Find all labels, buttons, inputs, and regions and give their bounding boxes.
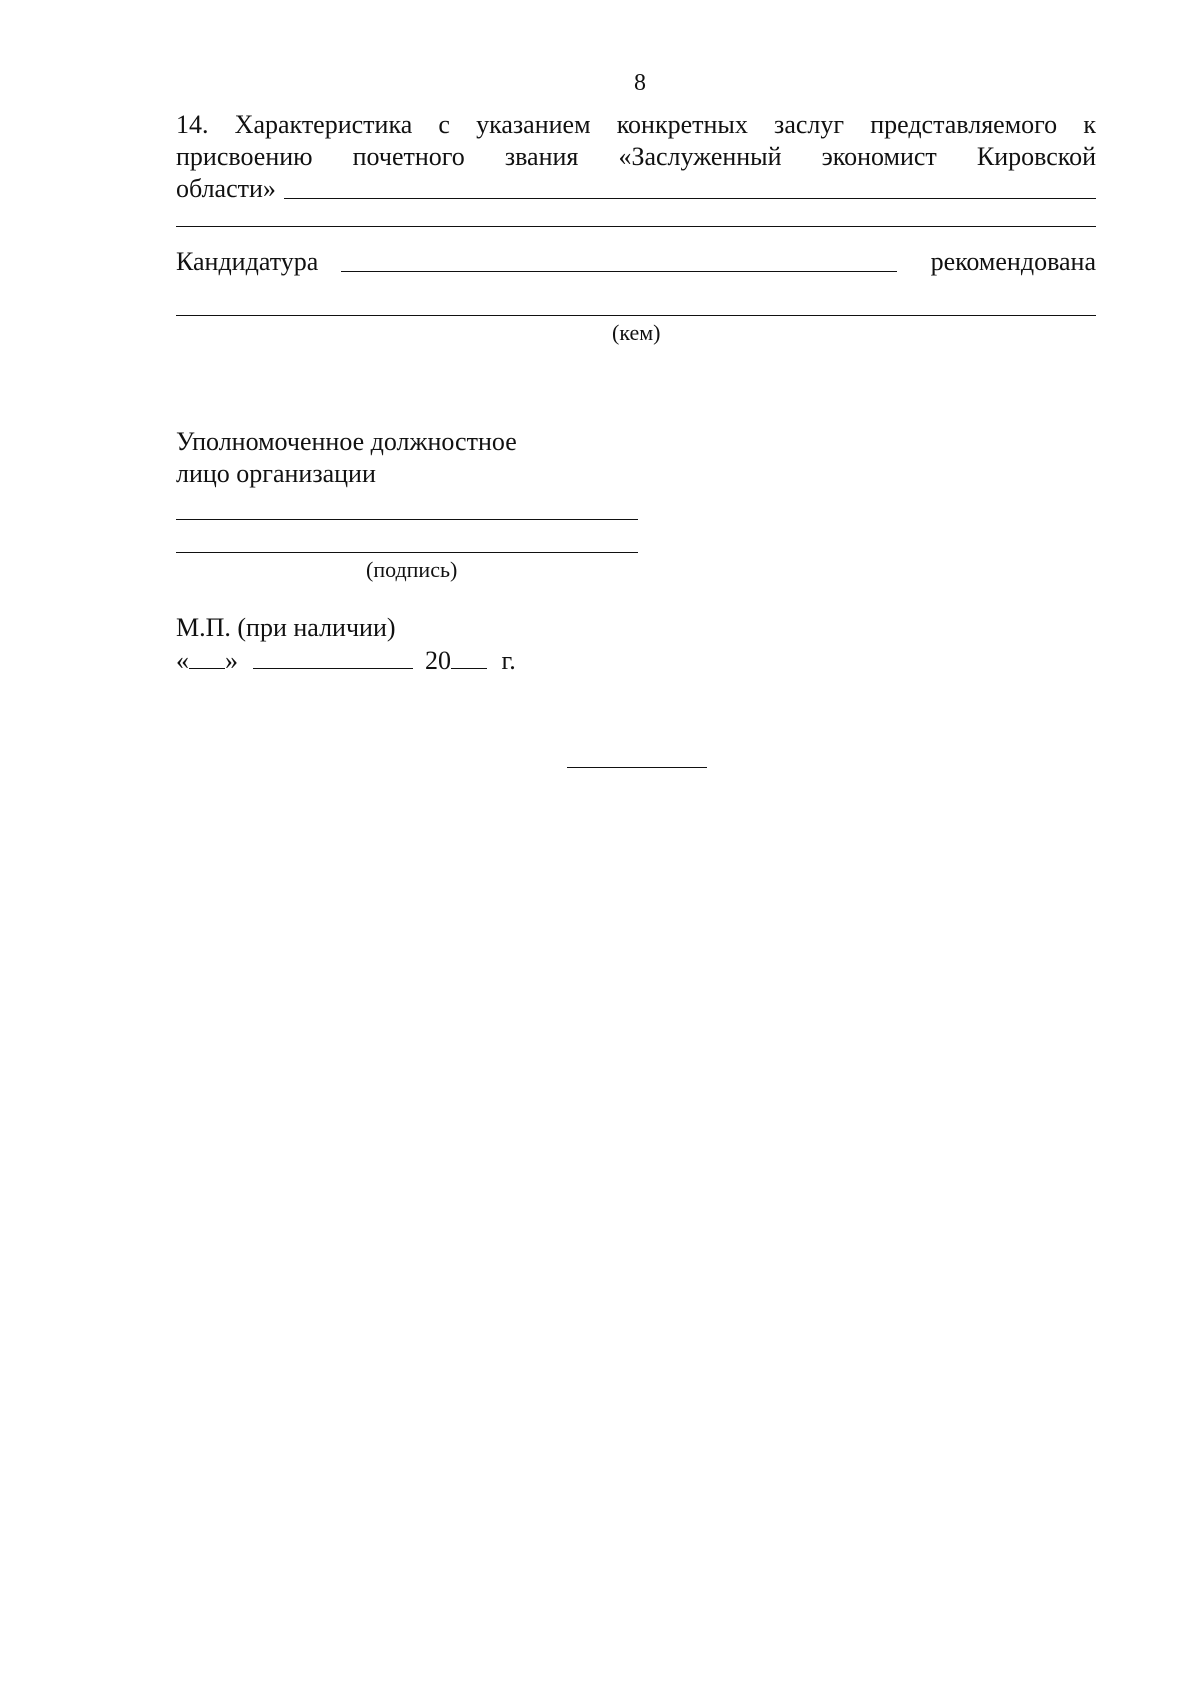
item-14-line-3-text: области» [176, 174, 276, 203]
page-number: 8 [634, 70, 646, 96]
candidate-name-blank[interactable] [341, 271, 897, 272]
end-of-document-rule [567, 767, 707, 768]
day-blank[interactable] [189, 644, 225, 669]
month-blank[interactable] [253, 644, 413, 669]
year-suffix: г. [501, 646, 516, 675]
recommended-by-blank-line[interactable] [176, 315, 1096, 316]
year-prefix: 20 [425, 646, 451, 675]
signature-caption: (подпись) [366, 557, 458, 582]
official-line-1: Уполномоченное должностное [176, 427, 517, 456]
item-14-paragraph [176, 109, 1096, 205]
quote-open: « [176, 646, 189, 675]
item-14-line-2: присвоению почетного звания «Заслуженный экономист Кировской [176, 142, 1096, 171]
item-14-line-3 [176, 173, 1096, 205]
candidate-label: Кандидатура [176, 247, 319, 276]
by-whom-caption: (кем) [612, 320, 661, 345]
official-block [176, 426, 676, 490]
date-row [176, 644, 676, 677]
quote-close: » [225, 646, 238, 675]
stamp-block [176, 612, 676, 677]
signature-blank-line[interactable] [176, 552, 638, 553]
official-name-blank-line[interactable] [176, 519, 638, 520]
item-14-line-1: 14. Характеристика с указанием конкретных заслуг представляемого к [176, 110, 1096, 139]
characteristic-blank-line[interactable] [284, 197, 1096, 199]
year-blank[interactable] [451, 644, 487, 669]
mp-label: М.П. (при наличии) [176, 613, 396, 642]
official-line-2: лицо организации [176, 459, 376, 488]
recommended-label: рекомендована [930, 247, 1096, 276]
candidate-row [176, 246, 1096, 278]
characteristic-blank-line-2[interactable] [176, 226, 1096, 227]
